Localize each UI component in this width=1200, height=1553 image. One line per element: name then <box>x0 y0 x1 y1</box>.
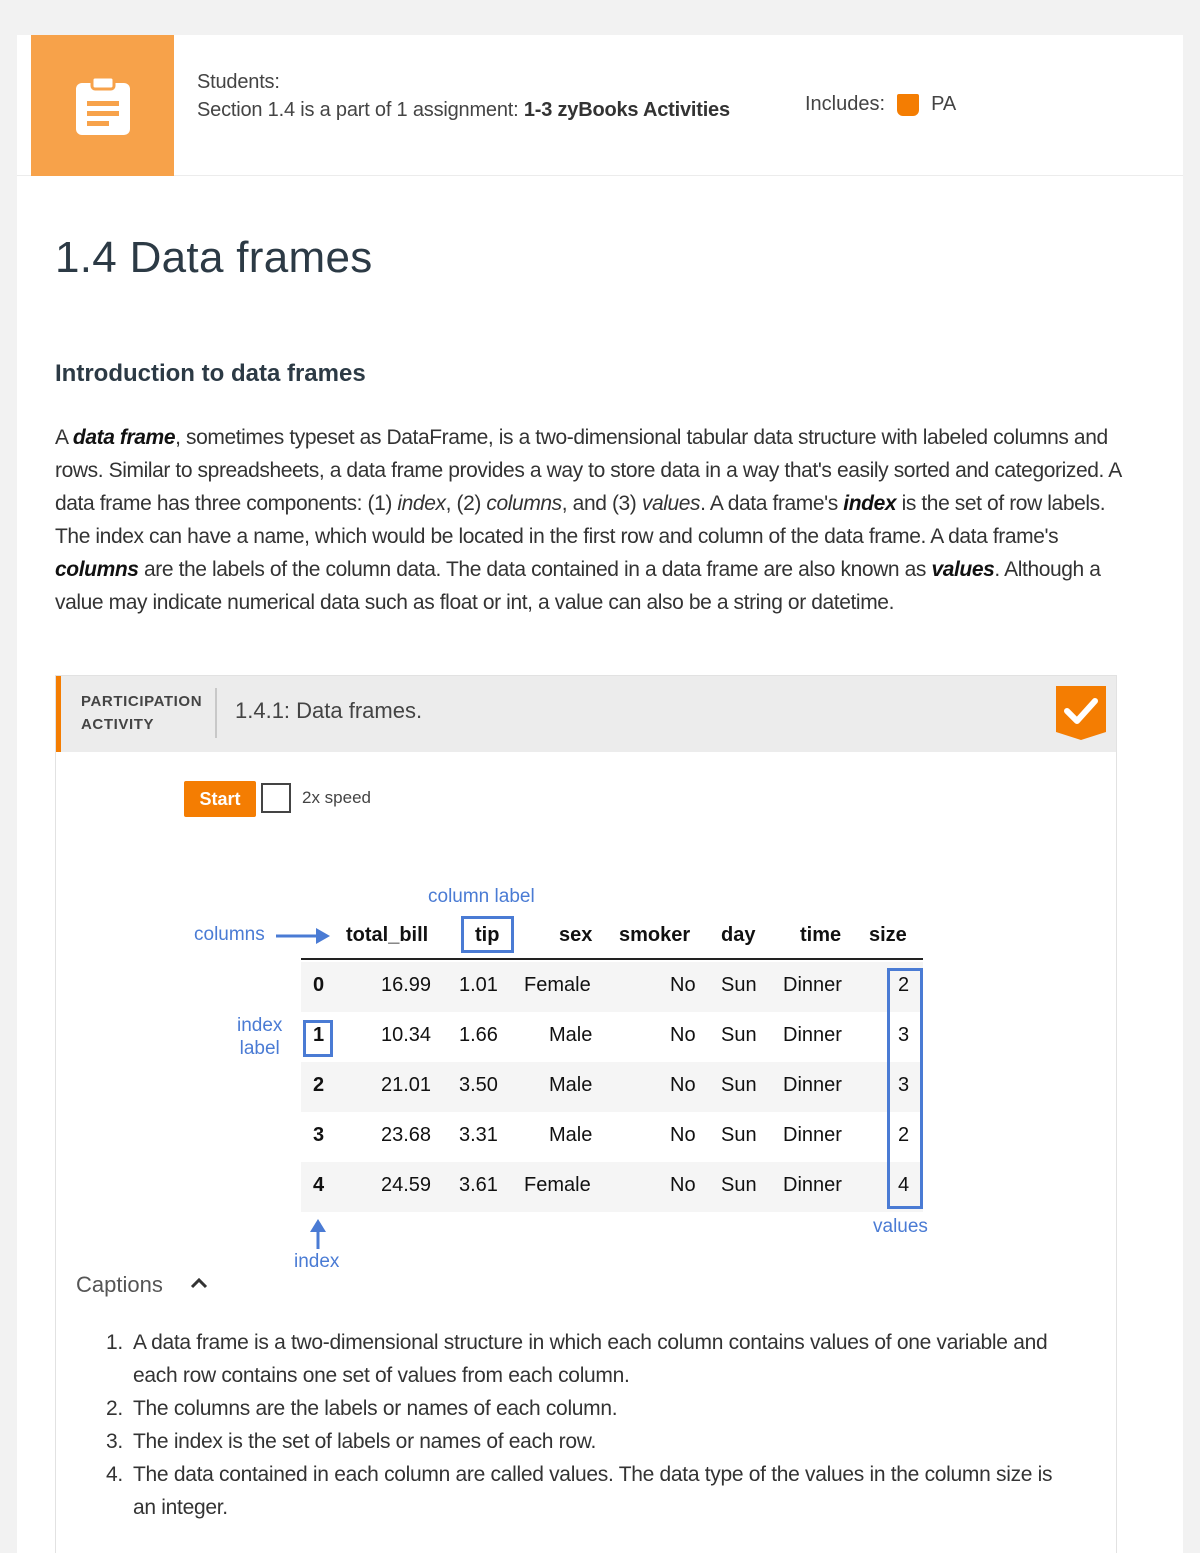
columns-arrow-icon <box>276 926 332 946</box>
table-cell: Dinner <box>783 1024 842 1046</box>
intro-paragraph: A data frame, sometimes typeset as DataFrame, is a two-dimensional tabular data structure with labeled columns and rows. Similar to spreadsheets, a data frame provides a way to store data in a way that's easily sorted and categorized. A data frame has three components: (1) index, (2) columns, and (3) values. A data frame's index is the set of row labels. The index can have a name, which would be located in the first row and column of the data frame. A data frame's columns are the labels of the column data. The data contained in a data frame are also known as values. Although a value may indicate numerical data such as float or int, a value can also be a string or datetime. <box>55 426 1121 614</box>
table-cell: 3.31 <box>459 1124 498 1146</box>
captions-toggle[interactable]: Captions <box>76 1272 163 1297</box>
index-label-annotation: index label <box>237 1015 283 1059</box>
table-cell: 21.01 <box>381 1074 432 1096</box>
caption-item: 2. The columns are the labels or names of each column. <box>106 1397 618 1420</box>
start-button[interactable]: Start <box>184 781 256 817</box>
assignment-info <box>197 99 730 122</box>
table-cell: Dinner <box>783 1174 842 1196</box>
header-smoker: smoker <box>619 924 691 946</box>
index-cell: 1 <box>313 1024 325 1046</box>
values-highlight <box>887 968 923 1209</box>
table-cell: 1.66 <box>459 1024 498 1046</box>
caption-item: 4. The data contained in each column are called values. The data type of the values in the column size is an integer. <box>106 1463 1053 1519</box>
activity-kind: PARTICIPATION ACTIVITY <box>81 693 203 733</box>
table-cell: Dinner <box>783 1074 842 1096</box>
participation-activity <box>55 675 1117 1553</box>
index-cell: 4 <box>313 1174 325 1196</box>
caption-item: 1. A data frame is a two-dimensional structure in which each column contains values of one variable and each row contains one set of values from each column. <box>106 1331 1048 1387</box>
table-cell: Sun <box>721 1124 757 1146</box>
term-data-frame: data frame <box>72 426 176 449</box>
captions-list <box>106 1326 1066 1524</box>
table-cell: 23.68 <box>381 1124 432 1146</box>
table-cell: Sun <box>721 1174 757 1196</box>
table-cell: 3.61 <box>459 1174 498 1196</box>
index-cell: 3 <box>313 1124 325 1146</box>
includes-item: PA <box>931 93 957 115</box>
table-cell: No <box>670 1174 696 1196</box>
columns-annotation: columns <box>194 924 265 945</box>
header-size: size <box>869 924 907 946</box>
students-label: Students: <box>197 71 280 93</box>
assignment-link[interactable]: 1-3 zyBooks Activities <box>523 99 730 121</box>
speed-label: 2x speed <box>302 788 371 807</box>
table-cell: No <box>670 1024 696 1046</box>
header-tip: tip <box>475 924 500 946</box>
values-annotation: values <box>873 1216 928 1237</box>
table-cell: Dinner <box>783 1124 842 1146</box>
term-index: index <box>843 492 897 515</box>
caption-item: 3. The index is the set of labels or names of each row. <box>106 1430 596 1453</box>
table-cell: Sun <box>721 974 757 996</box>
table-cell: Female <box>524 1174 591 1196</box>
table-cell: 3 <box>898 1074 910 1096</box>
table-cell: 16.99 <box>381 974 432 996</box>
table-cell: 3 <box>898 1024 910 1046</box>
header-sex: sex <box>559 924 593 946</box>
table-cell: 2 <box>898 974 910 996</box>
section-assignment-text: Section 1.4 is a part of 1 assignment: <box>197 99 519 121</box>
table-cell: No <box>670 1124 696 1146</box>
index-cell: 2 <box>313 1074 325 1096</box>
header-time: time <box>800 924 842 946</box>
content-page <box>17 35 1183 1553</box>
header-total-bill: total_bill <box>346 924 429 946</box>
clipboard-icon <box>31 35 174 176</box>
index-annotation: index <box>294 1251 340 1272</box>
section-subhead: Introduction to data frames <box>55 360 366 387</box>
header-divider <box>215 688 217 738</box>
includes-info <box>805 93 956 116</box>
activity-header <box>56 676 1116 752</box>
participation-badge-icon <box>897 94 919 116</box>
table-cell: 10.34 <box>381 1024 432 1046</box>
table-cell: Dinner <box>783 974 842 996</box>
term-columns: columns <box>55 558 139 581</box>
table-cell: 3.50 <box>459 1074 498 1096</box>
table-cell: Female <box>524 974 591 996</box>
table-cell: Male <box>549 1074 593 1096</box>
table-cell: Sun <box>721 1074 757 1096</box>
table-cell: Male <box>549 1124 593 1146</box>
table-cell: 24.59 <box>381 1174 432 1196</box>
assignment-banner <box>17 35 1183 176</box>
table-cell: 2 <box>898 1124 910 1146</box>
column-label-annotation: column label <box>428 886 535 907</box>
section-title: 1.4 Data frames <box>55 233 373 282</box>
index-arrow-icon <box>308 1218 328 1250</box>
table-cell: Male <box>549 1024 593 1046</box>
activity-title: 1.4.1: Data frames. <box>235 698 423 723</box>
header-rule <box>301 958 923 960</box>
speed-checkbox[interactable] <box>261 783 291 813</box>
index-cell: 0 <box>313 974 325 996</box>
table-cell: 4 <box>898 1174 910 1196</box>
table-cell: No <box>670 974 696 996</box>
table-cell: Sun <box>721 1024 757 1046</box>
table-cell: 1.01 <box>459 974 498 996</box>
table-cell: No <box>670 1074 696 1096</box>
includes-label: Includes: <box>805 93 886 115</box>
header-day: day <box>721 924 756 946</box>
completion-check-icon <box>1056 686 1106 740</box>
term-values: values <box>931 558 995 581</box>
chevron-up-icon[interactable] <box>188 1272 210 1294</box>
